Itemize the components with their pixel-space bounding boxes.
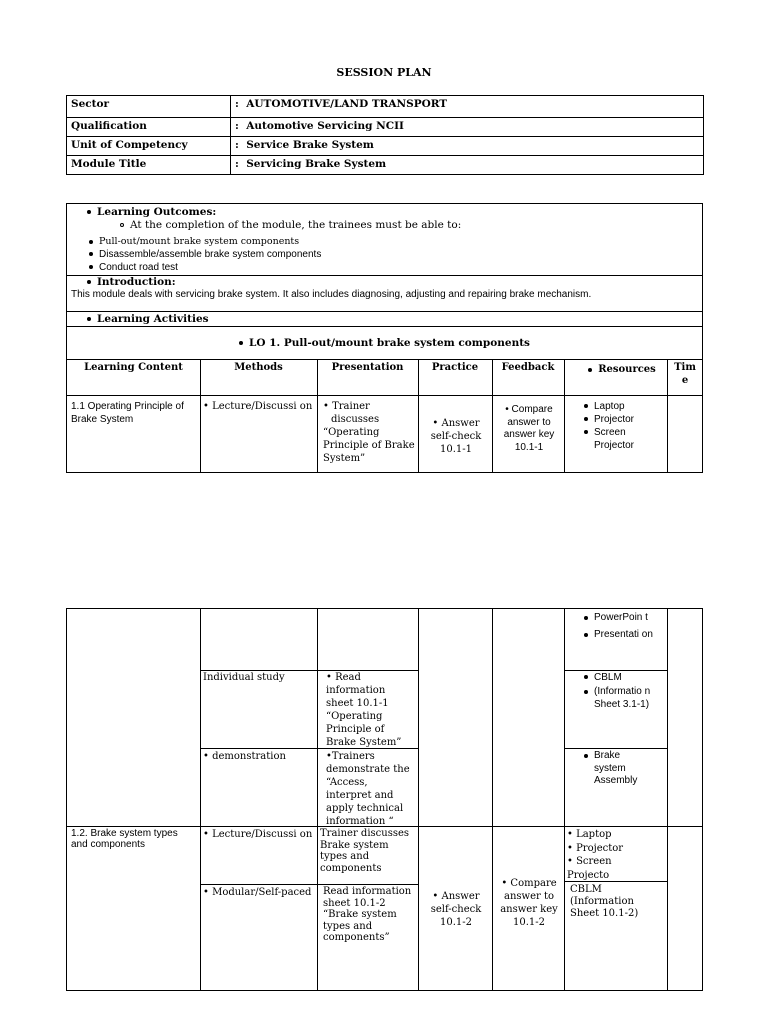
- resources-cell: [584, 750, 666, 788]
- learning-plan-box: [66, 203, 703, 473]
- lo-title: [67, 337, 702, 349]
- info-label: Unit of Competency: [67, 137, 231, 156]
- resource-item: • Screen Projecto: [567, 856, 612, 881]
- info-value: [231, 156, 704, 175]
- column-line: [492, 609, 493, 990]
- info-value-text: Service Brake System: [246, 139, 374, 151]
- row-line: [200, 884, 418, 885]
- learning-activities-heading: [87, 313, 209, 325]
- bullet-icon: [584, 404, 588, 408]
- info-value: [231, 118, 704, 137]
- bullet-icon: [87, 317, 91, 321]
- column-header: Feedback: [501, 362, 555, 373]
- column-line: [667, 609, 668, 990]
- bullet-icon: [584, 690, 588, 694]
- header-text: Resources: [598, 364, 656, 375]
- bullet-icon: [584, 754, 588, 758]
- column-line: [564, 359, 565, 472]
- bullet-icon: [87, 210, 91, 214]
- presentation-line: “Operating Principle of Brake System”: [323, 427, 415, 464]
- column-line: [492, 359, 493, 472]
- column-line: [200, 359, 201, 472]
- resource-text: Projector: [594, 414, 635, 425]
- resource-item: [584, 671, 666, 685]
- outcome-text: Pull-out/mount brake system components: [99, 236, 300, 247]
- learning-outcomes-heading: [87, 206, 216, 218]
- row-line: [564, 748, 667, 749]
- column-header: Practice: [431, 362, 479, 373]
- presentation-cell: • Read information sheet 10.1-1 “Operating Principle of Brake System”: [326, 672, 402, 748]
- resource-item: [584, 750, 666, 788]
- column-line: [418, 609, 419, 990]
- presentation-line: discusses: [331, 414, 380, 425]
- outcome-text: Disassemble/assemble brake system components: [99, 249, 322, 260]
- bullet-icon: [588, 368, 592, 372]
- learning-content-cell: 1.1 Operating Principle of Brake System: [71, 401, 184, 425]
- separator: :: [235, 98, 239, 110]
- column-header: Learning Content: [84, 362, 183, 373]
- introduction-text: This module deals with servicing brake system. It also includes diagnosing, adjusting and repairing brake mechanism.: [71, 289, 592, 300]
- method-cell: • Lecture/Discussi on: [203, 401, 313, 412]
- feedback-cell: • Compare answer to answer key 10.1-2: [500, 878, 558, 928]
- method-cell: Individual study: [203, 672, 285, 683]
- heading-text: Introduction:: [97, 276, 176, 288]
- info-value: [231, 137, 704, 156]
- resources-cell: [584, 611, 666, 642]
- column-header: Tim e: [674, 362, 696, 386]
- method-cell: • demonstration: [203, 751, 286, 762]
- info-value: [231, 96, 704, 118]
- separator: :: [235, 158, 239, 170]
- resource-text: Screen Projector: [594, 427, 635, 451]
- resource-item: [584, 426, 666, 452]
- bullet-icon: [584, 430, 588, 434]
- resource-item: [584, 413, 666, 426]
- column-line: [564, 609, 565, 990]
- resource-item: [584, 400, 666, 413]
- column-line: [418, 359, 419, 472]
- intro-text: At the completion of the module, the trainees must be able to:: [130, 219, 462, 231]
- separator: :: [235, 120, 239, 132]
- info-value-text: Automotive Servicing NCII: [246, 120, 404, 132]
- divider: [67, 359, 702, 360]
- bullet-icon: [89, 252, 93, 256]
- bullet-icon: [584, 417, 588, 421]
- page-title: SESSION PLAN: [336, 66, 432, 79]
- resource-text: Laptop: [594, 401, 625, 412]
- divider: [67, 395, 702, 396]
- feedback-cell: • Compare answer to answer key 10.1-1: [503, 404, 555, 453]
- practice-cell: • Answer self-check 10.1-1: [430, 418, 482, 455]
- outcome-item: [89, 249, 321, 260]
- divider: [67, 311, 702, 312]
- activities-continuation-table: [66, 608, 703, 991]
- resources-cell: [584, 671, 666, 712]
- learning-content-cell: 1.2. Brake system types and components: [71, 828, 178, 850]
- resource-item: • Laptop: [567, 829, 612, 840]
- column-line: [667, 359, 668, 472]
- bullet-icon: [584, 616, 588, 620]
- bullet-icon: [89, 240, 93, 244]
- info-value-text: AUTOMOTIVE/LAND TRANSPORT: [246, 98, 448, 110]
- info-label: Sector: [67, 96, 231, 118]
- practice-cell: • Answer self-check 10.1-2: [430, 891, 482, 928]
- info-row-sector: [67, 96, 704, 118]
- separator: :: [235, 139, 239, 151]
- resources-cell: [584, 400, 666, 452]
- outcome-item: [89, 236, 299, 247]
- column-header: [577, 363, 667, 376]
- info-value-text: Servicing Brake System: [246, 158, 387, 170]
- presentation-line: • Trainer: [323, 401, 370, 412]
- presentation-cell: [323, 400, 415, 465]
- learning-outcomes-intro: [120, 219, 461, 231]
- module-info-table: [66, 95, 704, 175]
- info-row-module: [67, 156, 704, 175]
- divider: [67, 326, 702, 327]
- presentation-cell: Trainer discusses Brake system types and components: [320, 828, 410, 874]
- resource-item: [584, 685, 666, 712]
- method-cell: • Modular/Self-paced: [203, 887, 312, 898]
- presentation-cell: •Trainers demonstrate the “Access, interpret and apply technical information “: [326, 751, 410, 827]
- outcome-text: Conduct road test: [99, 262, 178, 273]
- introduction-heading: [87, 276, 176, 288]
- lo-title-text: LO 1. Pull-out/mount brake system components: [249, 337, 530, 349]
- method-cell: • Lecture/Discussi on: [203, 829, 313, 840]
- column-line: [317, 359, 318, 472]
- bullet-icon: [584, 675, 588, 679]
- bullet-icon: [239, 341, 243, 345]
- info-row-qualification: [67, 118, 704, 137]
- info-label: Module Title: [67, 156, 231, 175]
- resource-item: [584, 628, 666, 643]
- heading-text: Learning Outcomes:: [97, 206, 217, 218]
- column-header: Presentation: [331, 362, 404, 373]
- heading-text: Learning Activities: [97, 313, 209, 325]
- bullet-icon: [584, 633, 588, 637]
- info-label: Qualification: [67, 118, 231, 137]
- bullet-icon: [87, 280, 91, 284]
- resource-text: CBLM: [594, 672, 622, 683]
- column-header: Methods: [234, 362, 283, 373]
- resource-text: PowerPoin t: [594, 612, 648, 623]
- resource-item: • Projector: [567, 842, 624, 854]
- resource-text: Brake system Assembly: [594, 750, 638, 786]
- resources-cell: [567, 828, 666, 882]
- bullet-icon: [89, 265, 93, 269]
- resources-cell: CBLM (Information Sheet 10.1-2): [570, 884, 639, 919]
- column-line: [200, 609, 201, 990]
- resource-text: (Informatio n Sheet 3.1-1): [594, 685, 651, 710]
- presentation-cell: Read information sheet 10.1-2 “Brake system types and components”: [323, 886, 412, 943]
- outcome-item: [89, 262, 178, 273]
- circle-bullet-icon: [120, 223, 124, 227]
- resource-item: [584, 611, 666, 626]
- info-row-unit: [67, 137, 704, 156]
- column-line: [317, 609, 318, 990]
- resource-text: Presentati on: [594, 628, 653, 640]
